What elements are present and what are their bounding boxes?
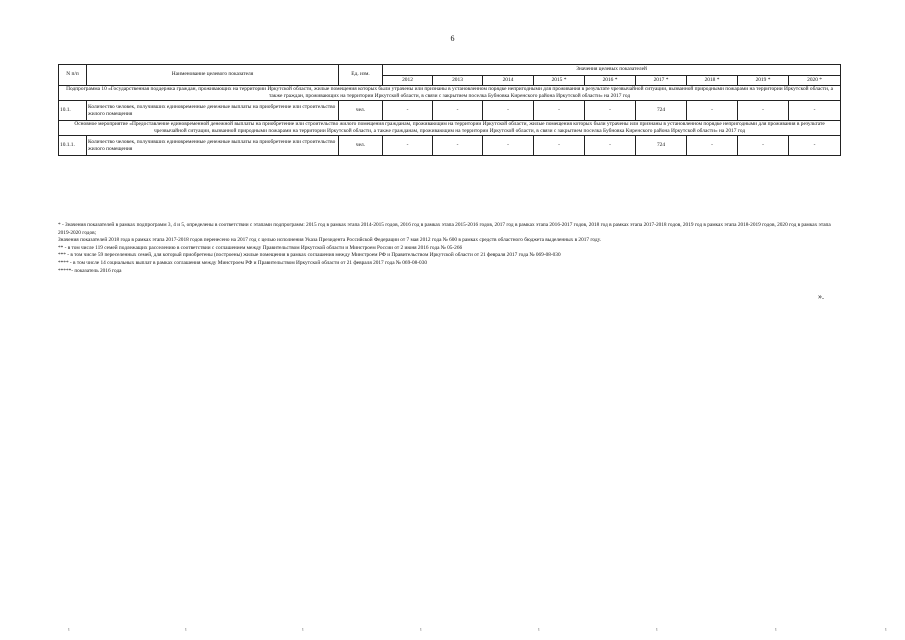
row-value: - [789,101,841,121]
scan-mark: ¹ [302,628,304,634]
header-values-group: Значения целевых показателей [383,65,841,76]
header-year: 2016 * [585,76,636,86]
header-year: 2014 [483,76,534,86]
scan-mark: ¹ [775,628,777,634]
footnote: Значения показателей 2018 года в рамках этапа 2017-2018 годов перенесено на 2017 год с целью исполнения Указа Президента Российской Федерации от 7 мая 2012 года № 600 в рамках средств областного бюджета выделенных в 2017 году. [58,237,602,244]
row-num: 10.1. [59,101,87,121]
row-name: Количество человек, получивших единовременные денежные выплаты на приобретение или строительство жилого помещения [87,136,339,156]
header-year: 2017 * [636,76,687,86]
row-num: 10.1.1. [59,136,87,156]
header-year: 2019 * [738,76,789,86]
header-num: N п/п [59,65,87,86]
scan-mark: ¹ [185,628,187,634]
header-name: Наименование целевого показателя [87,65,339,86]
row-value: - [433,136,483,156]
scan-mark: ¹ [885,628,887,634]
row-name: Количество человек, получивших единовременные денежные выплаты на приобретение или строительство жилого помещения [87,101,339,121]
row-value: - [687,136,738,156]
footnote: *****- показатель 2016 года [58,267,122,274]
closing-quote: ». [818,292,824,301]
scan-mark: ¹ [538,628,540,634]
scan-mark: ¹ [656,628,658,634]
header-year: 2012 [383,76,433,86]
row-value: - [433,101,483,121]
header-year: 2015 * [534,76,585,86]
row-value: - [483,101,534,121]
section-title-main-activity: Основное мероприятие «Предоставление единовременной денежной выплаты на приобретение или строительство жилого помещения гражданам, проживающим на территории Иркутской области, жилые помещения которых были утрачены или признаны в установленном порядке непригодными для проживания в результате чрезвычайной ситуации, вызванной природными пожарами на территории Иркутской области, а также гражданам, проживающим на территории Иркутской области, в связи с закрытием поселка Бубновка Киренского района Иркутской области» на 2017 год [59,121,841,136]
row-value: 724 [636,101,687,121]
scan-mark: ¹ [68,628,70,634]
row-value: - [738,101,789,121]
table-row [59,101,841,121]
header-year: 2020 * [789,76,841,86]
row-value: - [534,136,585,156]
footnote: ** - в том числе 119 семей подлежащих расселению в соответствии с соглашением между Правительством Иркутской области и Минстроем России от 2 июня 2016 года № 05-266 [58,244,463,251]
scan-mark: ¹ [420,628,422,634]
target-indicators-table [58,64,841,156]
row-unit: чел. [339,101,383,121]
row-value: - [738,136,789,156]
row-value: 724 [636,136,687,156]
header-unit: Ед. изм. [339,65,383,86]
header-year: 2018 * [687,76,738,86]
section-title-subprogram: Подпрограмма 10 «Государственная поддержка граждан, проживающих на территории Иркутской области, жилые помещения которых были утрачены или признаны в установленном порядке непригодными для проживания в результате чрезвычайной ситуации, вызванной природными пожарами на территории Иркутской области, а также граждан, проживающих на территории Иркутской области, в связи с закрытием поселка Бубновка Киренского района Иркутской области» на 2017 год [59,86,841,101]
row-value: - [383,136,433,156]
footnote: **** - в том числе 14 социальных выплат в рамках соглашения между Минстроем РФ и Правительством Иркутской области от 21 февраля 2017 года № 069-08-030 [58,259,427,266]
row-value: - [534,101,585,121]
footnotes [58,222,840,275]
row-value: - [383,101,433,121]
footnote: * - Значения показателей в рамках подпрограмм 3, 4 и 5, определены в соответствии с этапами подпрограмм: 2015 год в рамках этапа 2014-2015 годов, 2016 год в рамках этапа 2015-2016 годов, 2017 год в рамках этапа 2016-2017 годов, 2018 год в рамках этапа 2017-2018 годов, 2019 год в рамках этапа 2018-2019 годов, 2020 год в рамках этапа 2019-2020 годов; [58,222,831,236]
scan-footer-marks [0,628,905,638]
row-value: - [585,101,636,121]
row-value: - [789,136,841,156]
row-value: - [483,136,534,156]
row-unit: чел. [339,136,383,156]
table-row [59,136,841,156]
header-year: 2013 [433,76,483,86]
page-number: 6 [450,34,455,43]
footnote: *** - в том числе 59 переселенных семей, для который приобретены (построены) жилые помещения в рамках соглашения между Минстроем РФ и Правительством Иркутской области от 21 февраля 2017 года № 069-08-030 [58,252,561,259]
row-value: - [585,136,636,156]
row-value: - [687,101,738,121]
